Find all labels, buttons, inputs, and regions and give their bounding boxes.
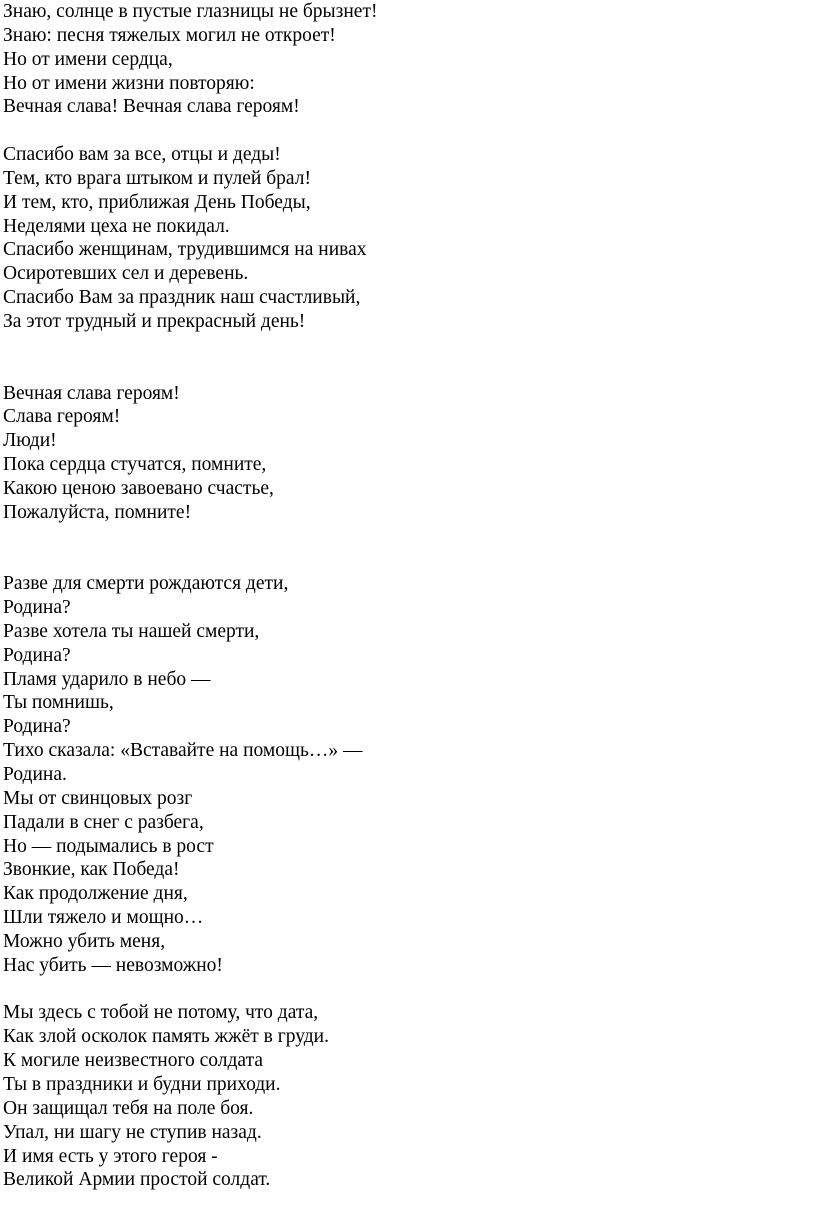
poem-line: Осиротевших сел и деревень. <box>3 263 249 285</box>
poem-line: Как продолжение дня, <box>3 883 188 905</box>
poem-line: Спасибо женщинам, трудившимся на нивах <box>3 239 367 261</box>
poem-line: Нас убить — невозможно! <box>3 954 223 976</box>
stanza-2 <box>3 143 809 334</box>
poem-line: Он защищал тебя на поле боя. <box>3 1097 254 1119</box>
stanza-3 <box>3 382 809 525</box>
poem-line: Спасибо вам за все, отцы и деды! <box>3 144 281 166</box>
poem-line: Тем, кто врага штыком и пулей брал! <box>3 167 311 189</box>
poem-line: Мы здесь с тобой не потому, что дата, <box>3 1002 319 1024</box>
poem-line: Люди! <box>3 430 57 452</box>
stanza-5 <box>3 1001 809 1192</box>
poem-line: Пожалуйста, помните! <box>3 501 192 523</box>
poem-line: Ты в праздники и будни приходи. <box>3 1073 281 1095</box>
poem-line: И тем, кто, приближая День Победы, <box>3 191 311 213</box>
stanza-spacer <box>3 334 809 382</box>
stanza-4 <box>3 572 809 977</box>
poem-line: Как злой осколок память жжёт в груди. <box>3 1026 329 1048</box>
poem-line: Разве хотела ты нашей смерти, <box>3 620 260 642</box>
poem-line: Вечная слава! Вечная слава героям! <box>3 96 300 118</box>
poem-line: Спасибо Вам за праздник наш счастливый, <box>3 287 361 309</box>
poem-line: Какою ценою завоевано счастье, <box>3 477 274 499</box>
stanza-spacer <box>3 525 809 573</box>
poem-line: Звонкие, как Победа! <box>3 859 180 881</box>
poem-line: Пламя ударило в небо — <box>3 668 211 690</box>
poem-line: Родина. <box>3 764 67 785</box>
stanza-spacer <box>3 119 809 143</box>
poem-line: Пока сердца стучатся, помните, <box>3 454 267 476</box>
poem-line: Можно убить меня, <box>3 930 166 952</box>
poem-line: Шли тяжело и мощно… <box>3 907 204 929</box>
poem-line: Упал, ни шагу не ступив назад. <box>3 1121 262 1143</box>
poem-line: Родина? <box>3 716 71 738</box>
poem-line: Родина? <box>3 644 71 666</box>
poem-line: Но от имени жизни повторяю: <box>3 72 255 94</box>
poem-line: Мы от свинцовых розг <box>3 787 193 809</box>
poem-line: Родина? <box>3 597 71 619</box>
poem-line: Неделями цеха не покидал. <box>3 215 230 237</box>
poem-line: И имя есть у этого героя - <box>3 1145 218 1167</box>
poem-line: Знаю: песня тяжелых могил не откроет! <box>3 24 336 46</box>
poem-line: Тихо сказала: «Вставайте на помощь…» — <box>3 740 363 762</box>
poem-line: Но — подымались в рост <box>3 835 214 857</box>
poem-line: К могиле неизвестного солдата <box>3 1050 263 1072</box>
poem-line: За этот трудный и прекрасный день! <box>3 310 306 332</box>
poem-line: Вечная слава героям! <box>3 382 180 404</box>
poem-line: Знаю, солнце в пустые глазницы не брызнет! <box>3 1 378 22</box>
stanza-1 <box>3 0 809 119</box>
poem-line: Падали в снег с разбега, <box>3 811 204 833</box>
poem-line: Слава героям! <box>3 406 121 428</box>
stanza-spacer <box>3 978 809 1002</box>
poem-line: Но от имени сердца, <box>3 48 173 70</box>
poem-line: Ты помнишь, <box>3 692 114 714</box>
poem-line: Разве для смерти рождаются дети, <box>3 573 289 595</box>
document-page <box>3 0 809 1192</box>
poem-line: Великой Армии простой солдат. <box>3 1169 271 1191</box>
